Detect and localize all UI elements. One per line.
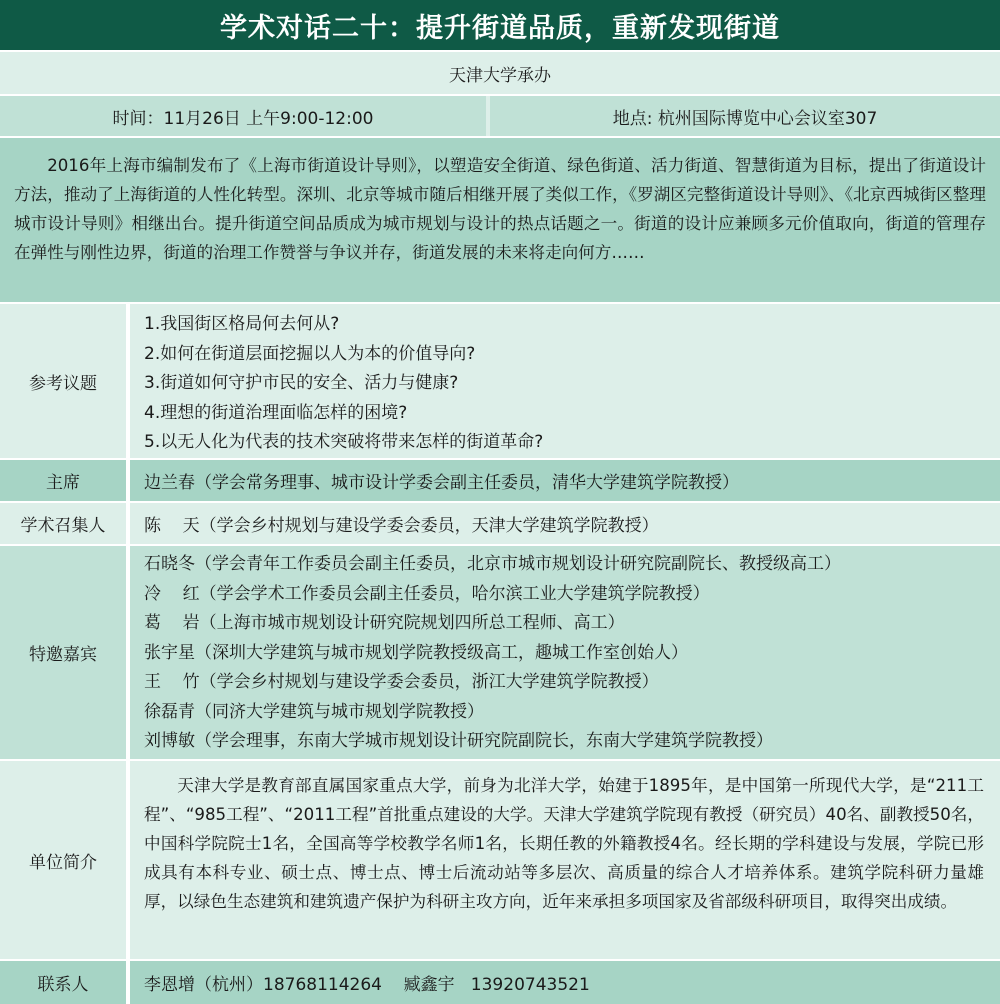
location-cell	[490, 96, 1000, 136]
topic-item: 1.我国街区格局何去何从?	[144, 314, 340, 334]
guests-list	[130, 546, 1000, 759]
guest-item: 徐磊青（同济大学建筑与城市规划学院教授）	[144, 701, 484, 722]
topics-label: 参考议题	[29, 373, 97, 394]
topics-list	[130, 304, 1000, 458]
convener-row	[0, 503, 1000, 544]
convener-value: 陈 天（学会乡村规划与建设学委会委员，天津大学建筑学院教授）	[144, 516, 659, 536]
guests-label: 特邀嘉宾	[29, 645, 97, 665]
contact-label: 联系人	[37, 975, 89, 995]
time-location-row	[0, 96, 1000, 136]
guests-row	[0, 546, 1000, 759]
organizer-row	[0, 52, 1000, 94]
guest-item: 石晓冬（学会青年工作委员会副主任委员，北京市城市规划设计研究院副院长、教授级高工）	[144, 554, 841, 574]
intro-row	[0, 761, 1000, 959]
guest-item: 葛 岩（上海市城市规划设计研究院规划四所总工程师、高工）	[144, 613, 625, 633]
topic-item: 5.以无人化为代表的技术突破将带来怎样的街道革命?	[144, 432, 544, 452]
guest-item: 刘博敏（学会理事，东南大学城市规划设计研究院副院长，东南大学建筑学院教授）	[144, 731, 773, 751]
contact-row	[0, 961, 1000, 1004]
chair-value-cell	[130, 460, 1000, 501]
background-row	[0, 138, 1000, 302]
guest-item: 冷 红（学会学术工作委员会副主任委员，哈尔滨工业大学建筑学院教授）	[144, 583, 710, 604]
convener-value-cell	[130, 503, 1000, 544]
contact-value: 李恩增（杭州）18768114264 臧鑫宇 13920743521	[144, 975, 590, 995]
topic-item: 2.如何在街道层面挖掘以人为本的价值导向?	[144, 343, 476, 364]
convener-label: 学术召集人	[20, 516, 106, 536]
chair-row	[0, 460, 1000, 501]
topics-row	[0, 304, 1000, 458]
intro-cell	[130, 761, 1000, 959]
guest-item: 张宇星（深圳大学建筑与城市规划学院教授级高工，趣城工作室创始人）	[144, 642, 688, 663]
contact-value-cell	[130, 961, 1000, 1004]
guest-item: 王 竹（学会乡村规划与建设学委会委员，浙江大学建筑学院教授）	[144, 672, 659, 692]
intro-paragraph: 天津大学是教育部直属国家重点大学，前身为北洋大学，始建于1895年，是中国第一所现代大学，是“211工程”、“985工程”、“2011工程”首批重点建设的大学。天津大学建筑学院现有教授（研究员）40名、副教授50名，中国科学院院士1名，全国高等学校教学名师1名，长期任教的外籍教授4名。经长期的学科建设与发展，学院已形成具有本科专业、硕士点、博士点、博士后流动站等多层次、高质量的综合人才培养体系。建筑学院科研力量雄厚，以绿色生态建筑和建筑遗产保护为科研主攻方向，近年来承担多项国家及省部级科研项目，取得突出成绩。	[144, 776, 984, 911]
time-text: 时间：11月26日 上午9:00-12:00	[112, 108, 374, 129]
chair-label: 主席	[46, 473, 80, 493]
organizer-text: 天津大学承办	[449, 65, 551, 86]
location-text: 地点: 杭州国际博览中心会议室307	[612, 108, 878, 129]
background-paragraph: 2016年上海市编制发布了《上海市街道设计导则》，以塑造安全街道、绿色街道、活力街道、智慧街道为目标，提出了街道设计方法，推动了上海街道的人性化转型。深圳、北京等城市随后相继开展了类似工作，《罗湖区完整街道设计导则》、《北京西城街区整理城市设计导则》相继出台。提升街道空间品质成为城市规划与设计的热点话题之一。街道的设计应兼顾多元价值取向，街道的管理存在弹性与刚性边界，街道的治理工作赞誉与争议并存，街道发展的未来将走向何方……	[14, 156, 986, 262]
intro-label: 单位简介	[29, 852, 97, 873]
column-divider	[126, 304, 130, 1004]
topic-item: 4.理想的街道治理面临怎样的困境?	[144, 402, 408, 423]
chair-value: 边兰春（学会常务理事、城市设计学委会副主任委员，清华大学建筑学院教授）	[144, 473, 739, 493]
topic-item: 3.街道如何守护市民的安全、活力与健康?	[144, 373, 459, 393]
event-title: 学术对话二十：提升街道品质，重新发现街道	[0, 0, 1000, 50]
time-cell	[0, 96, 486, 136]
